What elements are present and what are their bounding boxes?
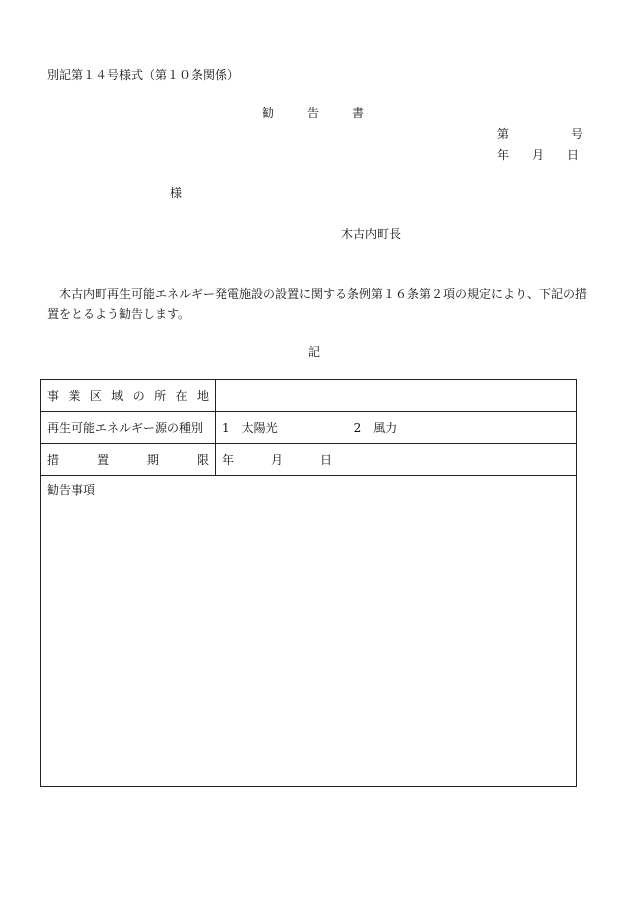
label-char: 限 [196, 453, 209, 467]
deadline-day: 日 [320, 453, 333, 467]
body-paragraph: 木古内町再生可能エネルギー発電施設の設置に関する条例第１６条第２項の規定により、下記の措置をとるよう勧告します。 [47, 287, 588, 321]
label-char: 業 [68, 389, 81, 403]
title-char: 告 [307, 106, 320, 120]
document-number [497, 125, 583, 142]
label-energy-type: 再生可能エネルギー源の種別 [41, 412, 216, 444]
document-date [497, 146, 579, 163]
label-char: 事 [47, 389, 60, 403]
option-solar[interactable]: 1 太陽光 [222, 421, 278, 435]
value-energy-type[interactable] [216, 412, 577, 444]
title-char: 勧 [262, 106, 275, 120]
label-char: 置 [96, 453, 109, 467]
table-row [41, 476, 577, 787]
document-title [262, 104, 364, 121]
table-row [41, 380, 577, 412]
label-project-area [41, 380, 216, 412]
date-month: 月 [532, 148, 545, 162]
label-char: 在 [175, 389, 188, 403]
deadline-month: 月 [271, 453, 284, 467]
date-year: 年 [497, 148, 510, 162]
label-deadline [41, 444, 216, 476]
label-char: 所 [154, 389, 167, 403]
title-char: 書 [352, 106, 365, 120]
label-char: 期 [146, 453, 159, 467]
label-char: 区 [89, 389, 102, 403]
value-project-area[interactable] [216, 380, 577, 412]
label-char: 域 [111, 389, 124, 403]
notes-label: 勧告事項 [47, 483, 96, 497]
table-row [41, 412, 577, 444]
recommendation-table [40, 379, 577, 787]
deadline-year: 年 [222, 453, 235, 467]
label-char: 地 [196, 389, 209, 403]
addressee-suffix: 様 [170, 186, 183, 200]
table-row [41, 444, 577, 476]
recommendation-notes[interactable] [41, 476, 577, 787]
issuer: 木古内町長 [341, 227, 402, 241]
ki-heading: 記 [308, 345, 321, 359]
option-wind[interactable]: 2 風力 [353, 421, 398, 435]
doc-number-suffix: 号 [571, 127, 584, 141]
date-day: 日 [567, 148, 580, 162]
value-deadline[interactable] [216, 444, 577, 476]
label-char: の [132, 389, 145, 403]
doc-number-prefix: 第 [497, 127, 510, 141]
label-char: 措 [47, 453, 60, 467]
form-reference: 別記第１４号様式（第１０条関係） [47, 68, 240, 82]
